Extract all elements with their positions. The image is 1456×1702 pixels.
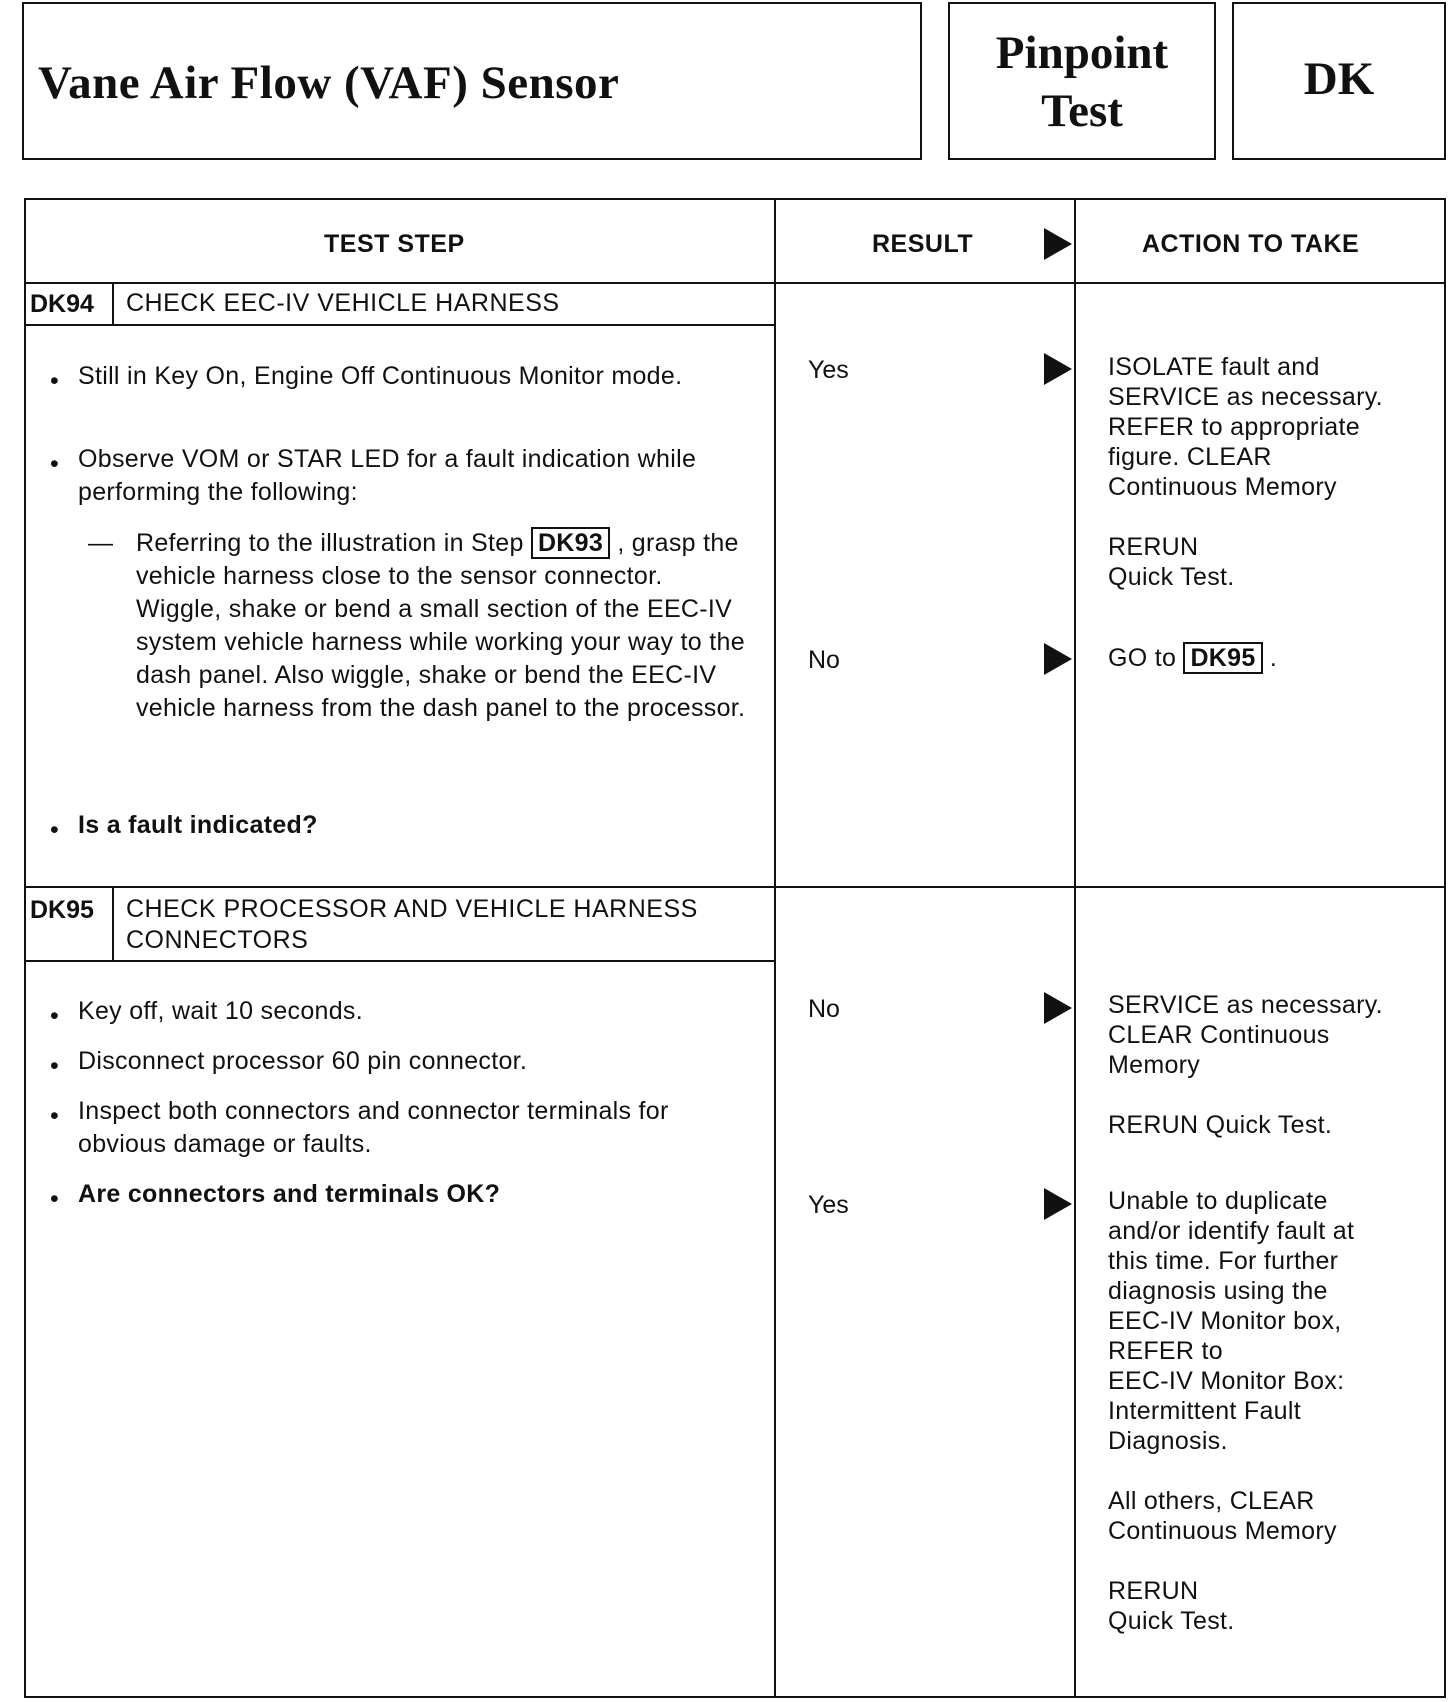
bullet-icon: • bbox=[50, 1052, 59, 1080]
sub-instruction-text: Referring to the illustration in Step bbox=[136, 529, 524, 557]
result-yes: Yes bbox=[808, 356, 849, 384]
pinpoint-table bbox=[24, 198, 1446, 1698]
step-title: CHECK EEC-IV VEHICLE HARNESS bbox=[126, 289, 560, 317]
dash-icon: — bbox=[88, 529, 114, 557]
bullet-icon: • bbox=[50, 1185, 59, 1213]
step-ref-dk95[interactable]: DK95 bbox=[1183, 642, 1262, 674]
bullet-icon: • bbox=[50, 450, 59, 478]
action-text bbox=[1108, 643, 1277, 673]
arrow-icon bbox=[1044, 228, 1072, 260]
action-text: ISOLATE fault and SERVICE as necessary. REFER to appropriate figure. CLEAR Continuous Memory RERUN Quick Test. bbox=[1108, 353, 1383, 591]
action-text: SERVICE as necessary. CLEAR Continuous Memory RERUN Quick Test. bbox=[1108, 991, 1383, 1139]
step-instruction: Key off, wait 10 seconds. bbox=[78, 997, 363, 1025]
sub-instruction-text-cont: , grasp the vehicle harness close to the sensor connector. Wiggle, shake or bend a small section of the EEC-IV system vehicle harness while working your way to the dash panel. Also wiggle, shake or bend the EEC-IV vehicle harness from the dash panel to the processor. bbox=[136, 529, 746, 722]
pinpoint-box bbox=[948, 2, 1216, 160]
header-action: ACTION TO TAKE bbox=[1142, 230, 1360, 258]
test-code: DK bbox=[1303, 53, 1375, 105]
step-id: DK95 bbox=[30, 896, 94, 924]
step-ref-dk93[interactable]: DK93 bbox=[531, 527, 610, 559]
step-instruction: Still in Key On, Engine Off Continuous Monitor mode. bbox=[78, 362, 683, 390]
title-box bbox=[22, 2, 922, 160]
arrow-icon bbox=[1044, 643, 1072, 675]
bullet-icon: • bbox=[50, 367, 59, 395]
step-sub-instruction bbox=[136, 527, 752, 725]
step-instruction: Observe VOM or STAR LED for a fault indication while performing the following: bbox=[78, 445, 697, 506]
result-no: No bbox=[808, 995, 840, 1023]
step-id-divider bbox=[112, 282, 114, 324]
header-test-step: TEST STEP bbox=[324, 230, 465, 258]
action-text: Unable to duplicate and/or identify fault at this time. For further diagnosis using the EEC-IV Monitor box, REFER to EEC-IV Monitor Box: Intermittent Fault Diagnosis. All others, CLEAR Continuous Memory RERUN Quick Test. bbox=[1108, 1187, 1355, 1635]
bullet-icon: • bbox=[50, 1002, 59, 1030]
step-instruction: Disconnect processor 60 pin connector. bbox=[78, 1047, 528, 1075]
step-instruction: Inspect both connectors and connector terminals for obvious damage or faults. bbox=[78, 1097, 669, 1158]
action-go-to: GO to bbox=[1108, 644, 1177, 672]
bullet-icon: • bbox=[50, 1102, 59, 1130]
step-header-dk95 bbox=[26, 888, 776, 962]
column-divider-action bbox=[1074, 200, 1076, 1696]
step-id: DK94 bbox=[30, 290, 94, 318]
step-question: Is a fault indicated? bbox=[78, 811, 318, 839]
step-title: CHECK PROCESSOR AND VEHICLE HARNESS CONNECTORS bbox=[126, 895, 698, 954]
pinpoint-label: Pinpoint Test bbox=[995, 27, 1169, 137]
bullet-icon: • bbox=[50, 816, 59, 844]
arrow-icon bbox=[1044, 992, 1072, 1024]
arrow-icon bbox=[1044, 353, 1072, 385]
header-result: RESULT bbox=[872, 230, 974, 258]
step-id-divider bbox=[112, 888, 114, 960]
page-title: Vane Air Flow (VAF) Sensor bbox=[38, 57, 620, 109]
arrow-icon bbox=[1044, 1188, 1072, 1220]
result-no: No bbox=[808, 646, 840, 674]
result-yes: Yes bbox=[808, 1191, 849, 1219]
step-question: Are connectors and terminals OK? bbox=[78, 1180, 501, 1208]
action-period: . bbox=[1269, 644, 1278, 672]
test-code-box bbox=[1232, 2, 1446, 160]
step-header-dk94 bbox=[26, 282, 776, 326]
